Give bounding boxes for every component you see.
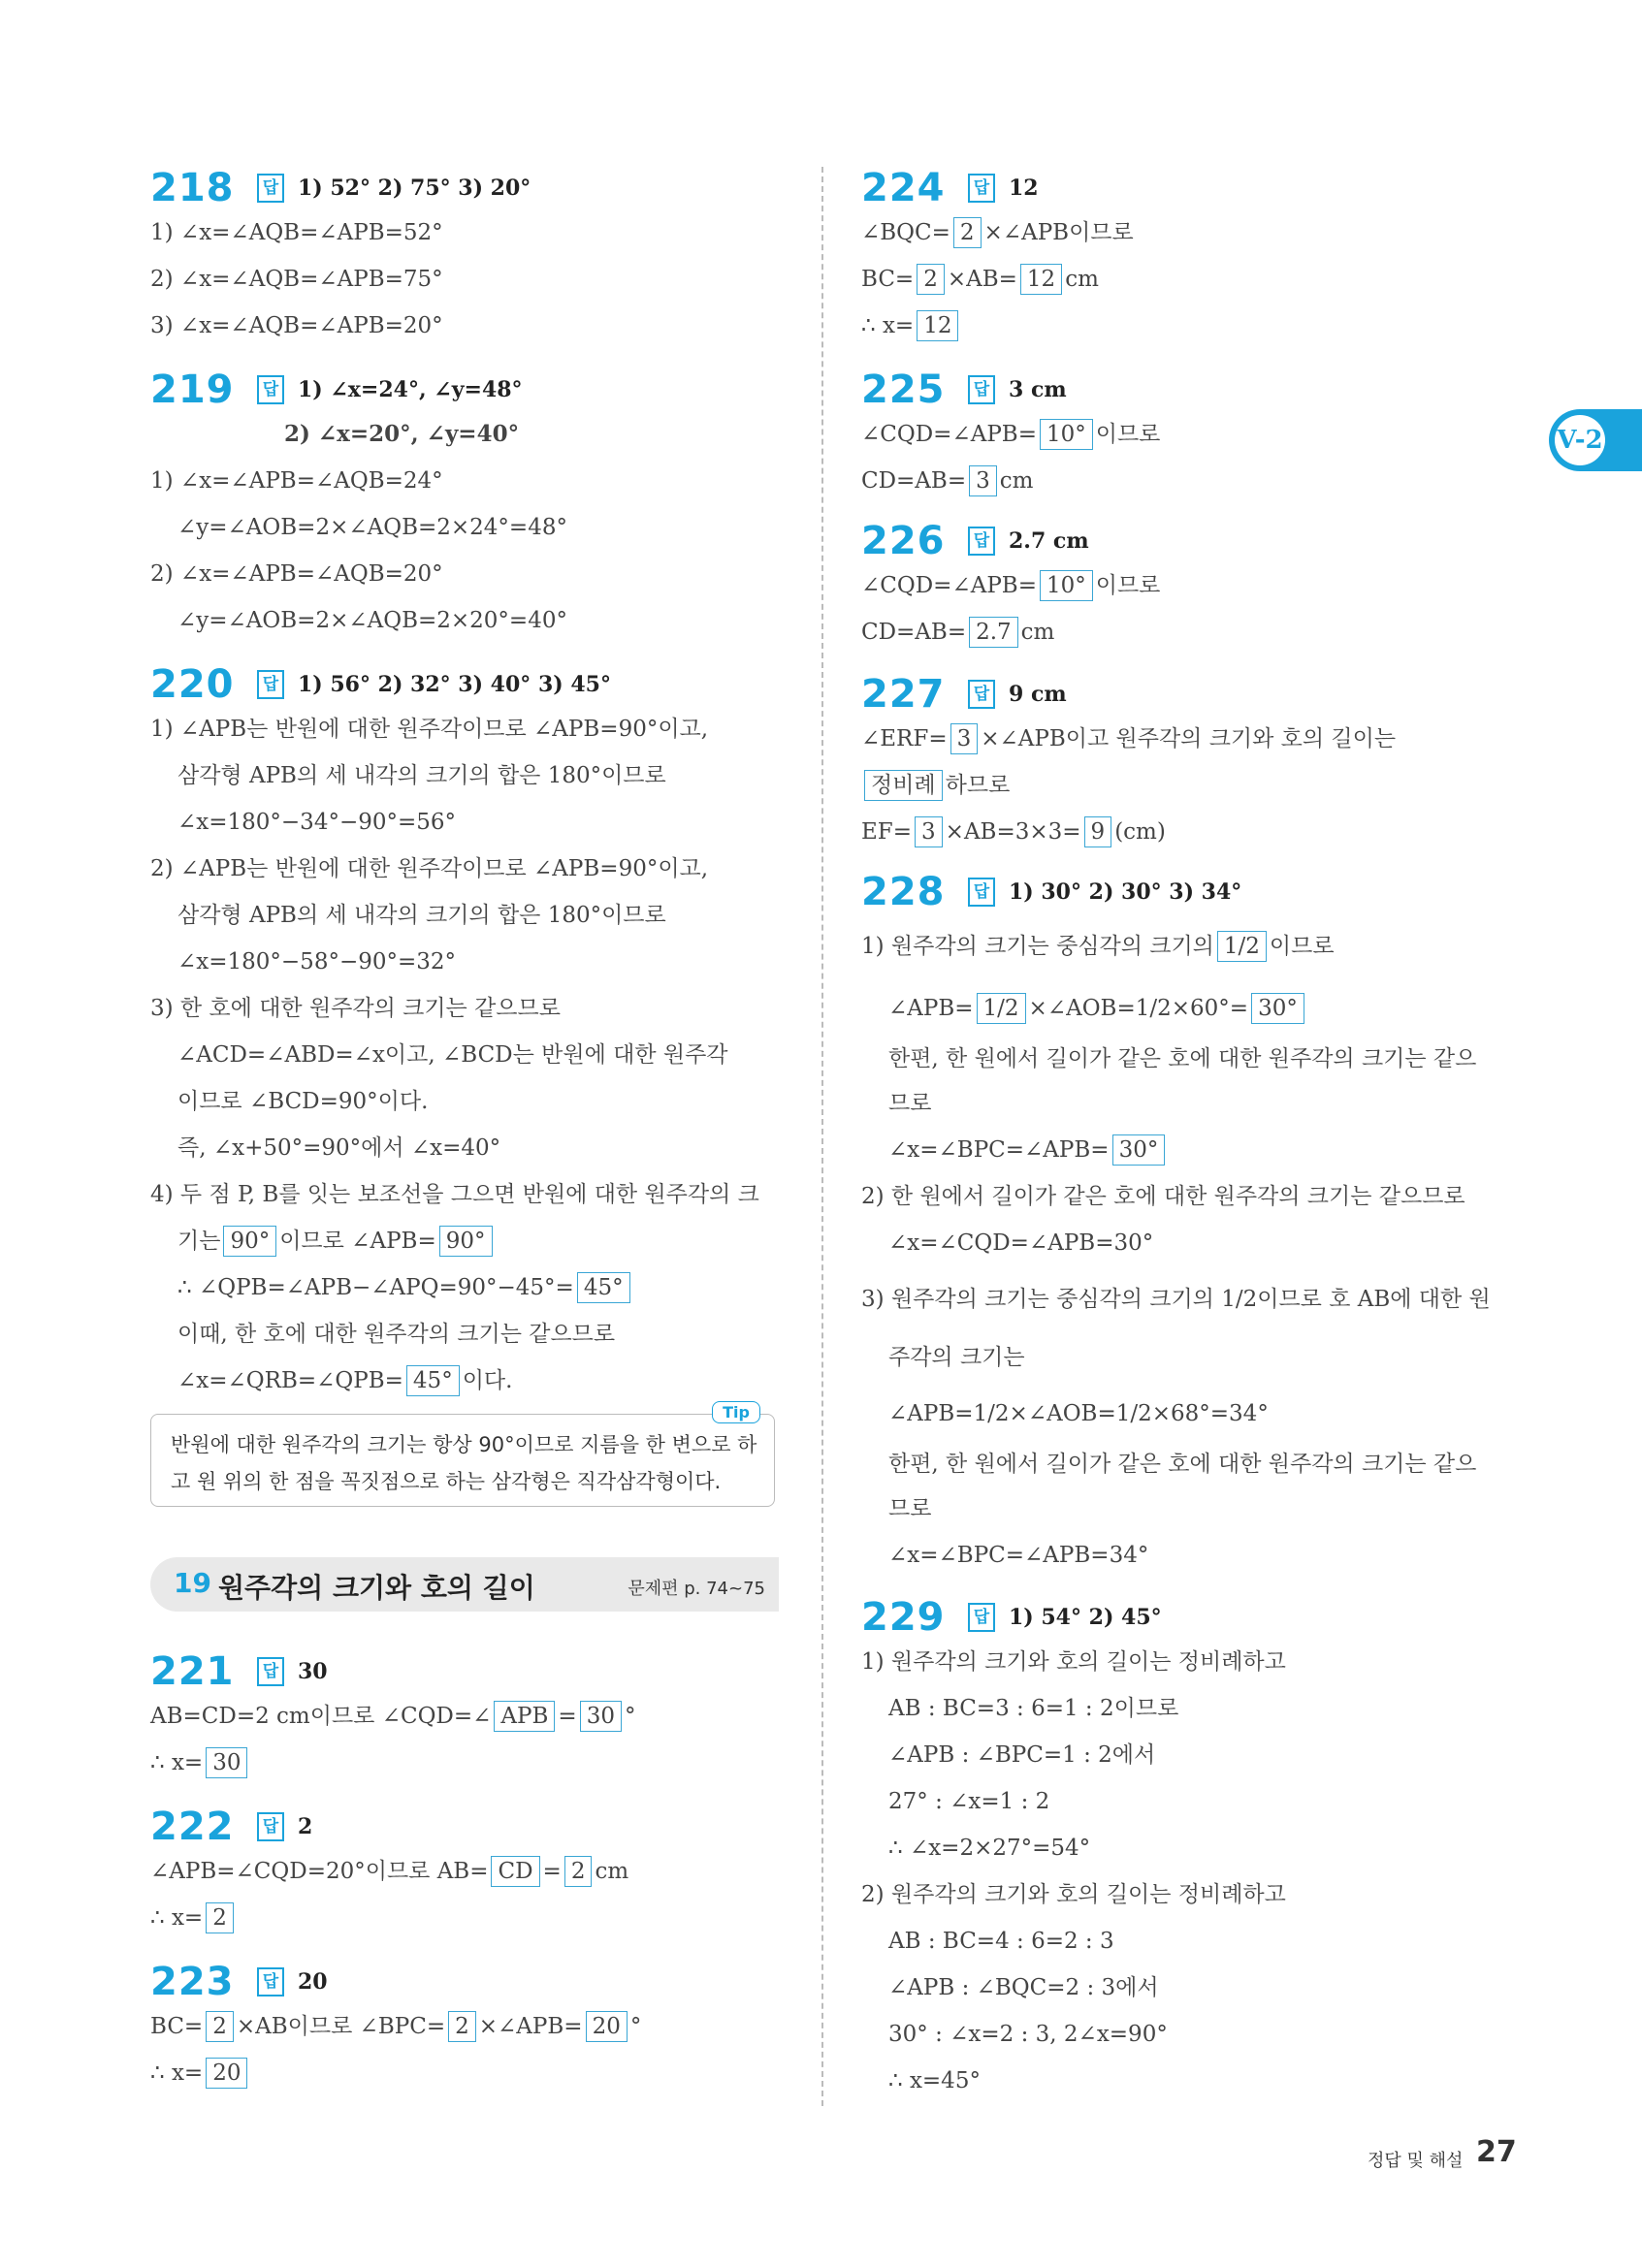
section-header bbox=[150, 1557, 779, 1612]
answer-badge: 답 bbox=[968, 527, 995, 556]
solution-line: 므로 bbox=[888, 1091, 932, 1116]
solution-line: ∠x=∠BPC=∠APB=34° bbox=[888, 1543, 1149, 1568]
solution-line: ∠x=180°−58°−90°=32° bbox=[177, 949, 457, 974]
problem-number: 229 bbox=[861, 1595, 946, 1640]
solution-line: CD=AB= 2.7 cm bbox=[861, 615, 1054, 650]
answer-text: 9 cm bbox=[1009, 682, 1067, 707]
answer-box: CD bbox=[491, 1856, 539, 1887]
answer-badge: 답 bbox=[968, 878, 995, 907]
answer-box: 9 bbox=[1084, 816, 1112, 847]
problem-227-header bbox=[861, 671, 1067, 718]
solution-line: 1) ∠x=∠APB=∠AQB=24° bbox=[150, 468, 443, 494]
answer-box: 20 bbox=[586, 2011, 628, 2042]
solution-line: 2) ∠x=∠APB=∠AQB=20° bbox=[150, 561, 443, 587]
solution-line: ∠y=∠AOB=2×∠AQB=2×24°=48° bbox=[177, 515, 567, 540]
answer-badge: 답 bbox=[257, 1967, 284, 1996]
solution-line: 2) ∠APB는 반원에 대한 원주각이므로 ∠APB=90°이고, bbox=[150, 856, 709, 881]
section-title: 원주각의 크기와 호의 길이 bbox=[218, 1572, 535, 1604]
problem-number: 227 bbox=[861, 672, 946, 717]
solution-line: 주각의 크기는 bbox=[888, 1345, 1025, 1370]
solution-line: ∴ ∠QPB=∠APB−∠APQ=90°−45°= 45° bbox=[177, 1270, 633, 1305]
solution-line: ∠APB : ∠BPC=1 : 2에서 bbox=[888, 1742, 1156, 1768]
problem-number: 225 bbox=[861, 367, 946, 412]
solution-line: ∴ x= 30 bbox=[150, 1745, 250, 1780]
problem-222-header bbox=[150, 1804, 312, 1850]
answer-box: 30 bbox=[206, 1747, 247, 1778]
solution-line: ∠ACD=∠ABD=∠x이고, ∠BCD는 반원에 대한 원주각 bbox=[177, 1042, 728, 1068]
solution-line: 1) ∠x=∠AQB=∠APB=52° bbox=[150, 220, 443, 245]
answer-box: 30° bbox=[1251, 993, 1304, 1024]
answer-box: 90° bbox=[223, 1226, 276, 1257]
answer-badge: 답 bbox=[968, 680, 995, 709]
solution-line: 3) 원주각의 크기는 중심각의 크기의 1/2이므로 호 AB에 대한 원 bbox=[861, 1287, 1491, 1312]
solution-line: BC= 2 ×AB이므로 ∠BPC= 2 ×∠APB= 20 ° bbox=[150, 2009, 641, 2044]
solution-line: 삼각형 APB의 세 내각의 크기의 합은 180°이므로 bbox=[177, 903, 666, 928]
solution-line: 3) 한 호에 대한 원주각의 크기는 같으므로 bbox=[150, 996, 561, 1021]
chapter-tab bbox=[1549, 409, 1642, 471]
solution-line: ∠CQD=∠APB= 10° 이므로 bbox=[861, 568, 1160, 603]
answer-box: 45° bbox=[406, 1365, 460, 1396]
solution-line: AB : BC=3 : 6=1 : 2이므로 bbox=[888, 1696, 1179, 1721]
answer-box: 30 bbox=[580, 1701, 622, 1732]
solution-line: 1) ∠APB는 반원에 대한 원주각이므로 ∠APB=90°이고, bbox=[150, 717, 709, 742]
solution-line: 3) ∠x=∠AQB=∠APB=20° bbox=[150, 313, 443, 338]
answer-box: 2 bbox=[448, 2011, 476, 2042]
problem-number: 222 bbox=[150, 1805, 235, 1849]
solution-line: ∠APB : ∠BQC=2 : 3에서 bbox=[888, 1975, 1159, 2000]
answer-badge: 답 bbox=[257, 1812, 284, 1841]
answer-badge: 답 bbox=[968, 174, 995, 203]
solution-line: CD=AB= 3 cm bbox=[861, 463, 1033, 498]
problem-224-header bbox=[861, 165, 1039, 211]
problem-number: 220 bbox=[150, 662, 235, 707]
solution-line: 한편, 한 원에서 길이가 같은 호에 대한 원주각의 크기는 같으 bbox=[888, 1452, 1477, 1477]
answer-box: 10° bbox=[1040, 419, 1093, 450]
problem-number: 219 bbox=[150, 367, 235, 412]
tip-box bbox=[150, 1403, 775, 1507]
solution-line: ∴ x=45° bbox=[888, 2068, 981, 2093]
problem-229-header bbox=[861, 1594, 1162, 1641]
solution-line: ∠CQD=∠APB= 10° 이므로 bbox=[861, 417, 1160, 452]
answer-badge: 답 bbox=[257, 375, 284, 404]
solution-line: ∴ x= 12 bbox=[861, 308, 961, 343]
problem-number: 223 bbox=[150, 1960, 235, 2004]
answer-box: 90° bbox=[439, 1226, 493, 1257]
answer-text-2: 2) ∠x=20°, ∠y=40° bbox=[284, 421, 520, 447]
tip-text: 반원에 대한 원주각의 크기는 항상 90°이므로 지름을 한 변으로 하고 원 위의 한 점을 꼭짓점으로 하는 삼각형은 직각삼각형이다. bbox=[171, 1433, 757, 1493]
solution-line: ∠x=∠BPC=∠APB= 30° bbox=[888, 1133, 1168, 1167]
problem-225-header bbox=[861, 367, 1067, 413]
solution-line: 27° : ∠x=1 : 2 bbox=[888, 1789, 1050, 1814]
problem-220-header bbox=[150, 661, 611, 708]
answer-text: 2.7 cm bbox=[1009, 528, 1089, 554]
solution-line: ∴ x= 2 bbox=[150, 1901, 237, 1935]
answer-text: 30 bbox=[298, 1659, 328, 1684]
solution-line: 1) 원주각의 크기와 호의 길이는 정비례하고 bbox=[861, 1649, 1286, 1675]
problem-number: 224 bbox=[861, 166, 946, 210]
solution-line: 즉, ∠x+50°=90°에서 ∠x=40° bbox=[177, 1135, 501, 1161]
page-number: 27 bbox=[1476, 2135, 1517, 2169]
problem-219-header bbox=[150, 367, 523, 413]
answer-box: 1/2 bbox=[977, 993, 1026, 1024]
answer-text: 1) ∠x=24°, ∠y=48° bbox=[298, 377, 523, 402]
answer-text: 1) 52° 2) 75° 3) 20° bbox=[298, 176, 531, 201]
solution-line: ∠ERF= 3 ×∠APB이고 원주각의 크기와 호의 길이는 bbox=[861, 721, 1396, 756]
solution-line: 기는 90° 이므로 ∠APB= 90° bbox=[177, 1224, 496, 1259]
solution-line: BC= 2 ×AB= 12 cm bbox=[861, 262, 1099, 297]
answer-box: 3 bbox=[950, 723, 979, 754]
answer-box: 3 bbox=[915, 816, 943, 847]
answer-box: APB bbox=[494, 1701, 555, 1732]
solution-line: ∴ ∠x=2×27°=54° bbox=[888, 1836, 1091, 1861]
solution-line: 이므로 ∠BCD=90°이다. bbox=[177, 1089, 429, 1114]
answer-badge: 답 bbox=[968, 375, 995, 404]
answer-box: 12 bbox=[1020, 264, 1062, 295]
solution-line: 2) ∠x=∠AQB=∠APB=75° bbox=[150, 267, 443, 292]
answer-box: 1/2 bbox=[1217, 931, 1267, 962]
answer-text: 20 bbox=[298, 1969, 328, 1995]
solution-line: 한편, 한 원에서 길이가 같은 호에 대한 원주각의 크기는 같으 bbox=[888, 1046, 1477, 1071]
answer-box: 2 bbox=[917, 264, 945, 295]
solution-line: 2) 한 원에서 길이가 같은 호에 대한 원주각의 크기는 같으므로 bbox=[861, 1184, 1465, 1209]
answer-box: 30° bbox=[1112, 1134, 1166, 1166]
solution-line: ∠x=∠QRB=∠QPB= 45° 이다. bbox=[177, 1363, 512, 1398]
answer-box: 2 bbox=[564, 1856, 593, 1887]
problem-223-header bbox=[150, 1959, 328, 2005]
answer-box: 2 bbox=[953, 217, 982, 248]
solution-line: ∠APB=1/2×∠AOB=1/2×68°=34° bbox=[888, 1401, 1269, 1426]
column-divider bbox=[821, 167, 823, 2106]
answer-text: 2 bbox=[298, 1814, 313, 1839]
answer-badge: 답 bbox=[257, 174, 284, 203]
solution-line: 1) 원주각의 크기는 중심각의 크기의 1/2 이므로 bbox=[861, 929, 1335, 964]
answer-text: 3 cm bbox=[1009, 377, 1067, 402]
problem-number: 228 bbox=[861, 870, 946, 914]
answer-text: 1) 56° 2) 32° 3) 40° 3) 45° bbox=[298, 672, 611, 697]
solution-line: ∠y=∠AOB=2×∠AQB=2×20°=40° bbox=[177, 608, 567, 633]
problem-number: 218 bbox=[150, 166, 235, 210]
chapter-tab-label: V-2 bbox=[1555, 415, 1605, 465]
solution-line: ∠BQC= 2 ×∠APB이므로 bbox=[861, 215, 1134, 250]
problem-226-header bbox=[861, 518, 1089, 564]
answer-box: 10° bbox=[1040, 570, 1093, 601]
solution-line: ∠APB=∠CQD=20°이므로 AB= CD = 2 cm bbox=[150, 1854, 628, 1889]
solution-line: ∠x=180°−34°−90°=56° bbox=[177, 810, 457, 835]
footer-label: 정답 및 해설 bbox=[1368, 2151, 1464, 2171]
problem-228-header bbox=[861, 869, 1241, 915]
solution-line: AB=CD=2 cm이므로 ∠CQD=∠ APB = 30 ° bbox=[150, 1699, 635, 1734]
section-reference: 문제편 p. 74~75 bbox=[628, 1579, 765, 1599]
solution-line: 삼각형 APB의 세 내각의 크기의 합은 180°이므로 bbox=[177, 763, 666, 788]
solution-line: AB : BC=4 : 6=2 : 3 bbox=[888, 1929, 1114, 1954]
solution-line: 므로 bbox=[888, 1496, 932, 1521]
solution-line: 4) 두 점 P, B를 잇는 보조선을 그으면 반원에 대한 원주각의 크 bbox=[150, 1182, 759, 1207]
solution-line: 이때, 한 호에 대한 원주각의 크기는 같으므로 bbox=[177, 1322, 616, 1347]
answer-box: 정비례 bbox=[864, 770, 943, 801]
answer-badge: 답 bbox=[257, 1657, 284, 1686]
answer-box: 20 bbox=[206, 2058, 247, 2089]
answer-box: 12 bbox=[917, 310, 958, 341]
answer-box: 2.7 bbox=[969, 617, 1018, 648]
solution-line: 30° : ∠x=2 : 3, 2∠x=90° bbox=[888, 2022, 1168, 2047]
solution-line: ∴ x= 20 bbox=[150, 2056, 250, 2091]
solution-line: ∠x=∠CQD=∠APB=30° bbox=[888, 1230, 1154, 1256]
problem-number: 226 bbox=[861, 519, 946, 563]
answer-box: 3 bbox=[969, 465, 997, 496]
problem-218-header bbox=[150, 165, 531, 211]
tip-label: Tip bbox=[712, 1401, 760, 1423]
answer-text: 12 bbox=[1009, 176, 1039, 201]
answer-box: 2 bbox=[206, 2011, 234, 2042]
problem-number: 221 bbox=[150, 1649, 235, 1694]
answer-badge: 답 bbox=[968, 1603, 995, 1632]
answer-text: 1) 30° 2) 30° 3) 34° bbox=[1009, 879, 1242, 905]
problem-221-header bbox=[150, 1648, 328, 1695]
solution-line: EF= 3 ×AB=3×3= 9 (cm) bbox=[861, 815, 1166, 849]
answer-badge: 답 bbox=[257, 670, 284, 699]
answer-box: 45° bbox=[577, 1272, 630, 1303]
solution-line: ∠APB= 1/2 ×∠AOB=1/2×60°= 30° bbox=[888, 991, 1307, 1026]
answer-box: 2 bbox=[206, 1902, 234, 1933]
answer-text: 1) 54° 2) 45° bbox=[1009, 1605, 1162, 1630]
solution-line: 정비례 하므로 bbox=[861, 768, 1010, 803]
solution-line: 2) 원주각의 크기와 호의 길이는 정비례하고 bbox=[861, 1882, 1286, 1907]
section-number: 19 bbox=[174, 1567, 211, 1599]
